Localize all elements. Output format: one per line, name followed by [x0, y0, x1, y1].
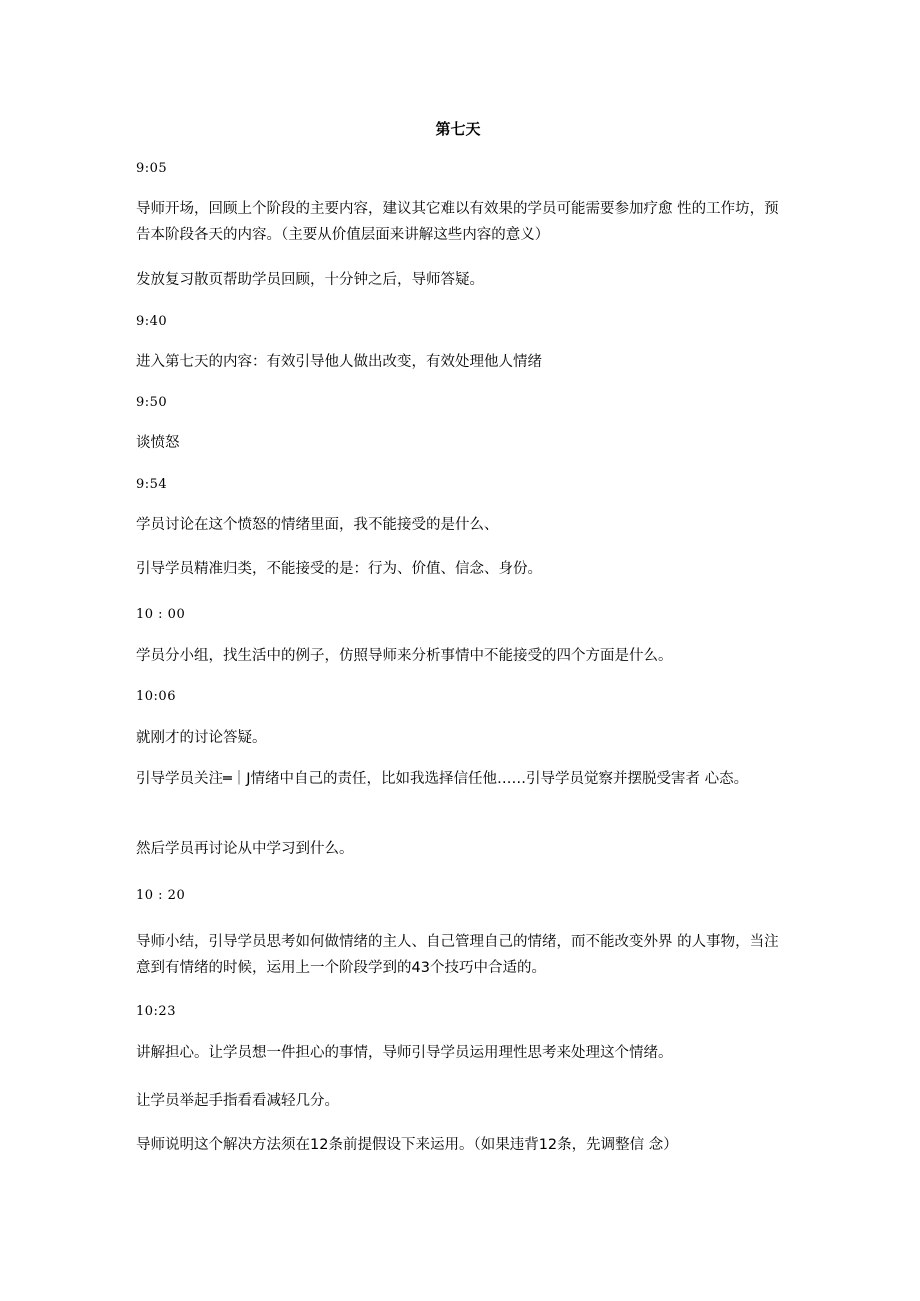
paragraph: 让学员举起手指看看减轻几分。: [136, 1093, 339, 1109]
paragraph: 导师小结，引导学员思考如何做情绪的主人、自己管理自己的情绪，而不能改变外界 的人事物，当注意到有情绪的时候，运用上一个阶段学到的43个技巧中合适的。: [136, 934, 779, 976]
timestamp: 10:06: [136, 689, 176, 704]
paragraph: 学员分小组，找生活中的例子，仿照导师来分析事情中不能接受的四个方面是什么。: [136, 648, 673, 664]
timestamp: 9:50: [136, 395, 168, 410]
paragraph: 引导学员精准归类，不能接受的是：行为、价值、信念、身份。: [136, 561, 542, 577]
timestamp: 10 : 20: [136, 888, 186, 903]
timestamp: 10:23: [136, 1004, 176, 1019]
paragraph: 进入第七天的内容：有效引导他人做出改变，有效处理他人情绪: [136, 354, 542, 370]
paragraph: 然后学员再讨论从中学习到什么。: [136, 841, 354, 857]
timestamp: 9:05: [136, 161, 168, 176]
paragraph: 引导学员关注═｜J情绪中自己的责任，比如我选择信任他……引导学员觉察并摆脱受害者 心态。: [136, 771, 749, 787]
paragraph: 就刚才的讨论答疑。: [136, 730, 267, 746]
paragraph: 学员讨论在这个愤怒的情绪里面，我不能接受的是什么、: [136, 517, 499, 533]
paragraph: 发放复习散页帮助学员回顾，十分钟之后，导师答疑。: [136, 272, 484, 288]
timestamp: 9:40: [136, 314, 168, 329]
paragraph: 讲解担心。让学员想一件担心的事情，导师引导学员运用理性思考来处理这个情绪。: [136, 1045, 673, 1061]
page-title: 第七天: [435, 120, 481, 138]
paragraph: 谈愤怒: [136, 435, 180, 451]
paragraph: 导师开场，回顾上个阶段的主要内容，建议其它难以有效果的学员可能需要参加疗愈 性的工作坊，预告本阶段各天的内容。（主要从价值层面来讲解这些内容的意义）: [136, 201, 779, 243]
timestamp: 9:54: [136, 477, 168, 492]
timestamp: 10 : 00: [136, 607, 186, 622]
paragraph: 导师说明这个解决方法须在12条前提假设下来运用。（如果违背12条，先调整信 念）: [136, 1137, 678, 1153]
